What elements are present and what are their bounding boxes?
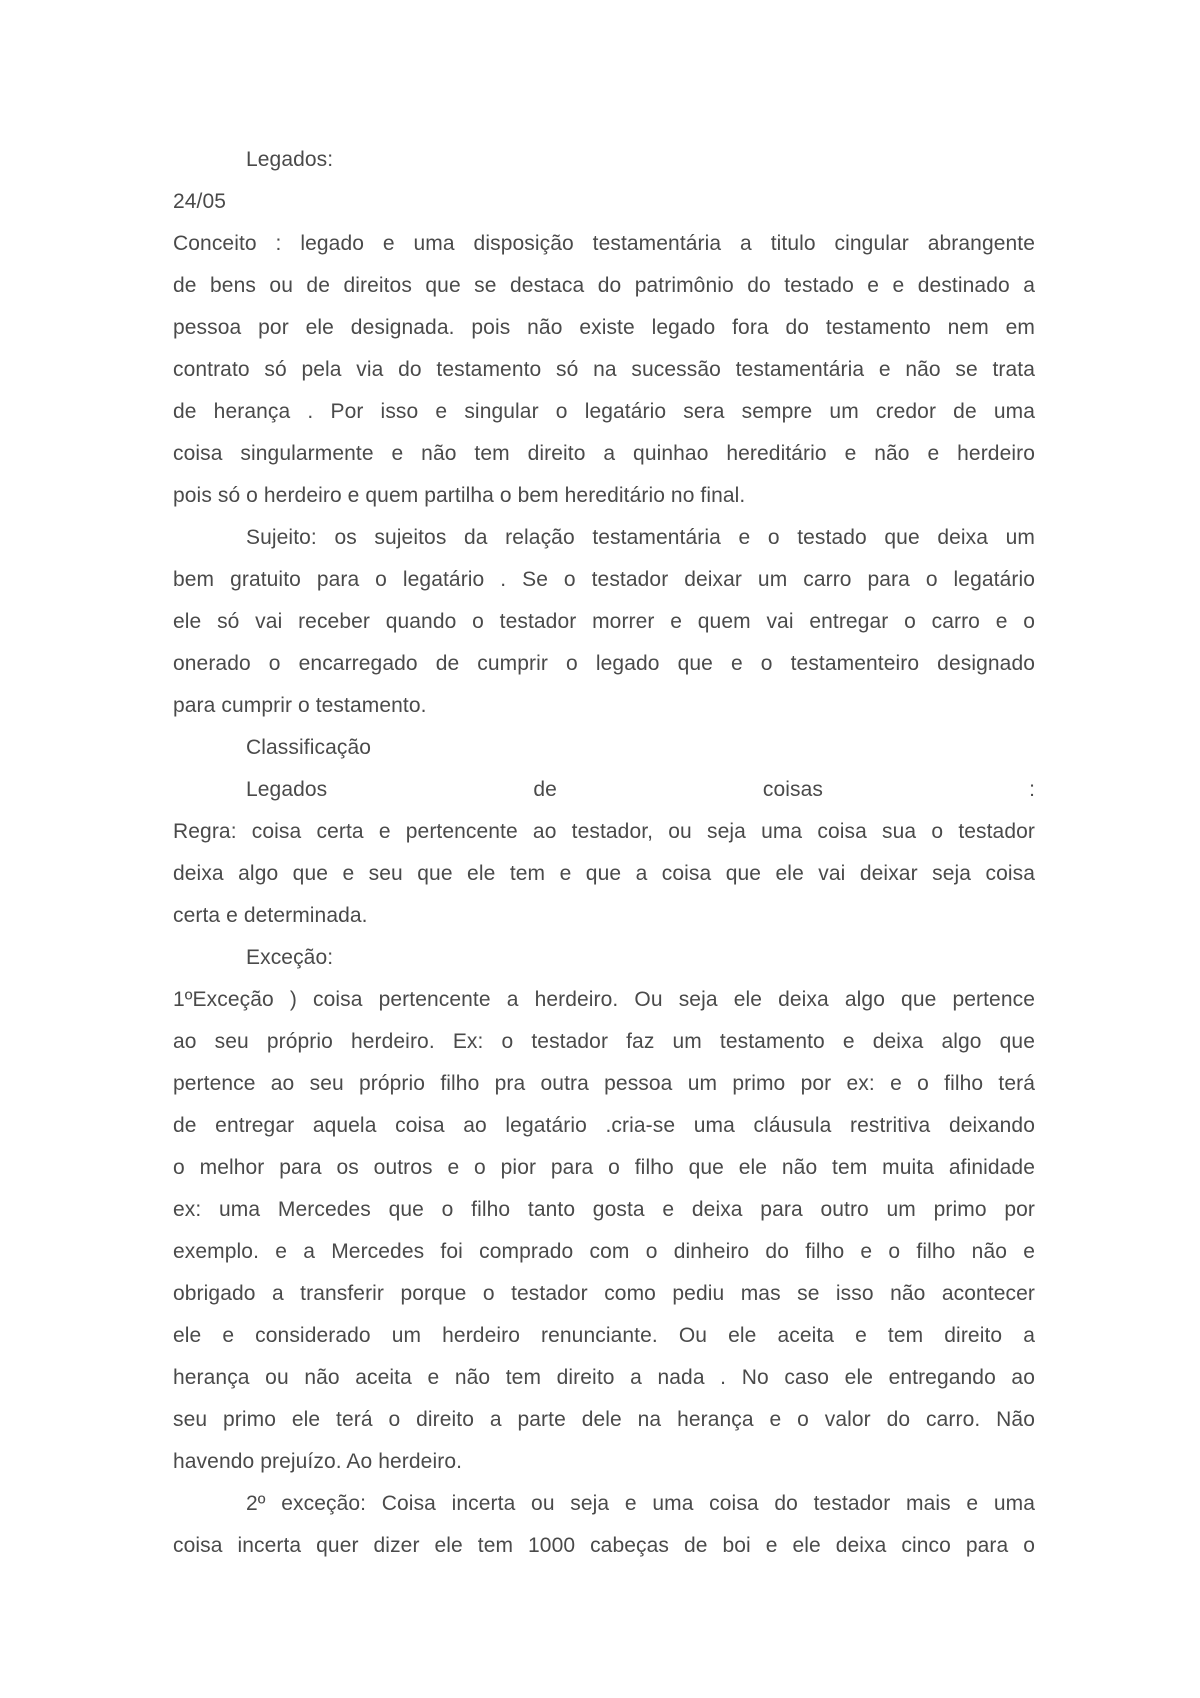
text-line: coisa singularmente e não tem direito a quinhao hereditário e não e herdeiro [173, 442, 1035, 465]
text-line: 1ºExceção ) coisa pertencente a herdeiro. Ou seja ele deixa algo que pertence [173, 988, 1035, 1011]
heading-legados: Legados: [246, 148, 334, 171]
legados-de-coisas-line [173, 769, 1035, 811]
text-line: exemplo. e a Mercedes foi comprado com o dinheiro do filho e o filho não e [173, 1240, 1035, 1263]
spread-word: de [533, 778, 557, 801]
text-line: 2º exceção: Coisa incerta ou seja e uma coisa do testador mais e uma [246, 1492, 1035, 1515]
text-line: de herança . Por isso e singular o legatário sera sempre um credor de uma [173, 400, 1035, 423]
date-line: 24/05 [173, 190, 227, 213]
text-line: onerado o encarregado de cumprir o legado que e o testamenteiro designado [173, 652, 1035, 675]
spread-word: Legados [246, 778, 328, 801]
text-line: de bens ou de direitos que se destaca do patrimônio do testado e e destinado a [173, 274, 1035, 297]
text-line: herança ou não aceita e não tem direito a nada . No caso ele entregando ao [173, 1366, 1035, 1389]
text-line: certa e determinada. [173, 904, 368, 927]
text-line: pessoa por ele designada. pois não existe legado fora do testamento nem em [173, 316, 1035, 339]
document-body [173, 139, 1035, 1567]
text-line: ele e considerado um herdeiro renunciante. Ou ele aceita e tem direito a [173, 1324, 1035, 1347]
text-line: Sujeito: os sujeitos da relação testamentária e o testado que deixa um [246, 526, 1035, 549]
text-line: Regra: coisa certa e pertencente ao testador, ou seja uma coisa sua o testador [173, 820, 1035, 843]
text-line: bem gratuito para o legatário . Se o testador deixar um carro para o legatário [173, 568, 1035, 591]
text-line: de entregar aquela coisa ao legatário .cria-se uma cláusula restritiva deixando [173, 1114, 1035, 1137]
text-line: para cumprir o testamento. [173, 694, 427, 717]
text-line: o melhor para os outros e o pior para o filho que ele não tem muita afinidade [173, 1156, 1035, 1179]
spread-word: coisas [762, 778, 824, 801]
text-line: obrigado a transferir porque o testador como pediu mas se isso não acontecer [173, 1282, 1035, 1305]
text-line: coisa incerta quer dizer ele tem 1000 cabeças de boi e ele deixa cinco para o [173, 1534, 1035, 1557]
text-line: seu primo ele terá o direito a parte dele na herança e o valor do carro. Não [173, 1408, 1035, 1431]
heading-classificacao: Classificação [246, 736, 372, 759]
text-line: pois só o herdeiro e quem partilha o bem hereditário no final. [173, 484, 746, 507]
text-line: ao seu próprio herdeiro. Ex: o testador faz um testamento e deixa algo que [173, 1030, 1035, 1053]
heading-excecao: Exceção: [246, 946, 334, 969]
text-line: pertence ao seu próprio filho pra outra pessoa um primo por ex: e o filho terá [173, 1072, 1035, 1095]
text-line: contrato só pela via do testamento só na sucessão testamentária e não se trata [173, 358, 1035, 381]
text-line: deixa algo que e seu que ele tem e que a coisa que ele vai deixar seja coisa [173, 862, 1035, 885]
text-line: Conceito : legado e uma disposição testamentária a titulo cingular abrangente [173, 232, 1035, 255]
text-line: havendo prejuízo. Ao herdeiro. [173, 1450, 463, 1473]
text-line: ele só vai receber quando o testador morrer e quem vai entregar o carro e o [173, 610, 1035, 633]
spread-word: : [1029, 778, 1035, 801]
text-line: ex: uma Mercedes que o filho tanto gosta e deixa para outro um primo por [173, 1198, 1035, 1221]
